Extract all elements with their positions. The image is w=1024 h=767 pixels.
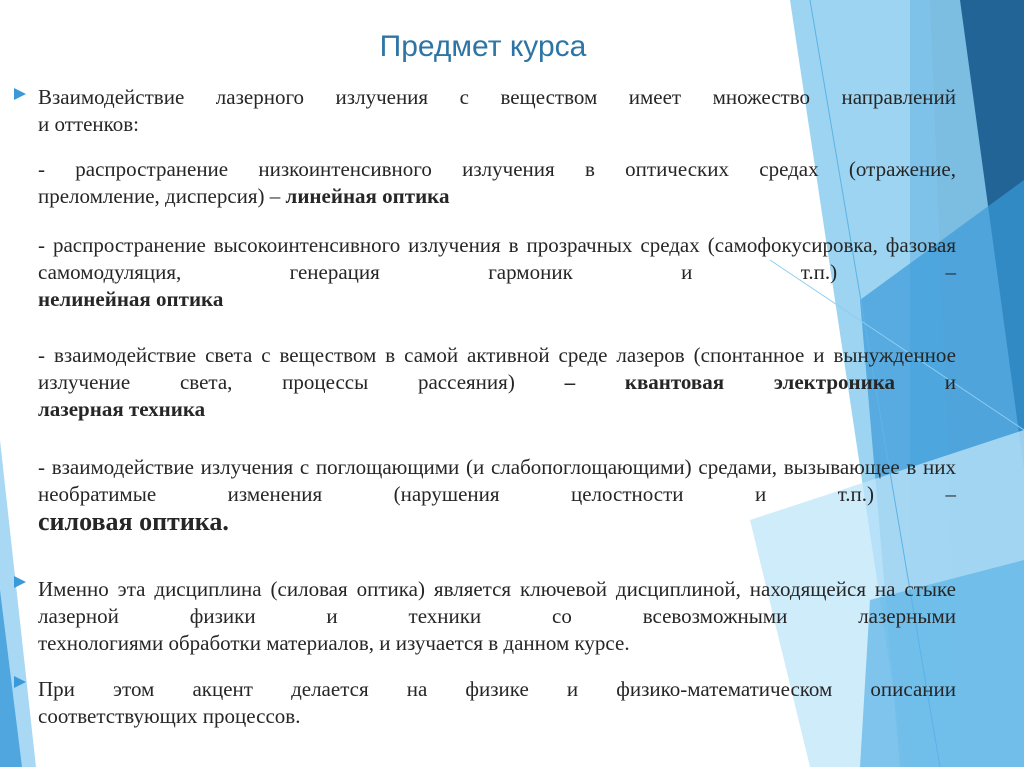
bullet-arrow-icon-2: [14, 576, 26, 588]
para2-line-1: При этом акцент делается на физике и физико-математическом описании: [38, 677, 956, 701]
item4-line-2: вызывающее в них необратимые изменения (нарушения целостности и т.п.) –: [38, 455, 956, 506]
item-power-optics: [38, 454, 956, 535]
para1-line-3: технологиями обработки материалов, и изучается в данном курсе.: [38, 631, 630, 655]
term-nonlinear-optics: нелинейная оптика: [38, 287, 224, 311]
term-laser-engineering: лазерная техника: [38, 397, 206, 421]
para2-line-2: соответствующих процессов.: [38, 704, 301, 728]
intro-line-1: Взаимодействие лазерного излучения с веществом имеет множество направлений: [38, 85, 956, 109]
term-linear-optics: линейная оптика: [285, 184, 450, 208]
item-quantum-electronics: [38, 342, 956, 423]
item2-line-1: - распространение высокоинтенсивного излучения в прозрачных средах: [38, 233, 700, 257]
item3-line-1: - взаимодействие света с веществом в самой активной среде лазеров (спонтанное и: [38, 343, 825, 367]
item3-conjunction: и: [895, 370, 956, 394]
intro-paragraph: [38, 84, 956, 138]
term-power-optics: силовая оптика.: [38, 507, 229, 536]
item1-line-1: - распространение низкоинтенсивного излучения в оптических средах (отражение,: [38, 157, 956, 181]
para1-line-2: находящейся на стыке лазерной физики и техники со всевозможными лазерными: [38, 577, 957, 628]
item2-line-2: (самофокусировка, фазовая самомодуляция, генерация гармоник и т.п.) –: [38, 233, 956, 284]
item-nonlinear-optics: [38, 232, 956, 313]
item1-line-2: преломление, дисперсия) –: [38, 184, 286, 208]
item4-line-1: - взаимодействие излучения с поглощающими (и слабопоглощающими) средами,: [38, 455, 778, 479]
bullet-arrow-icon: [14, 88, 26, 100]
para1-line-1: Именно эта дисциплина (силовая оптика) является ключевой дисциплиной,: [38, 577, 741, 601]
slide-title: Предмет курса: [379, 30, 587, 63]
paragraph-discipline: [38, 576, 956, 657]
item3-line-2: вынужденное излучение света, процессы рассеяния): [38, 343, 956, 394]
item-linear-optics: [38, 156, 956, 210]
term-quantum-electronics: – квантовая электроника: [564, 370, 895, 394]
paragraph-emphasis: [38, 676, 956, 730]
intro-line-2: и оттенков:: [38, 112, 140, 136]
